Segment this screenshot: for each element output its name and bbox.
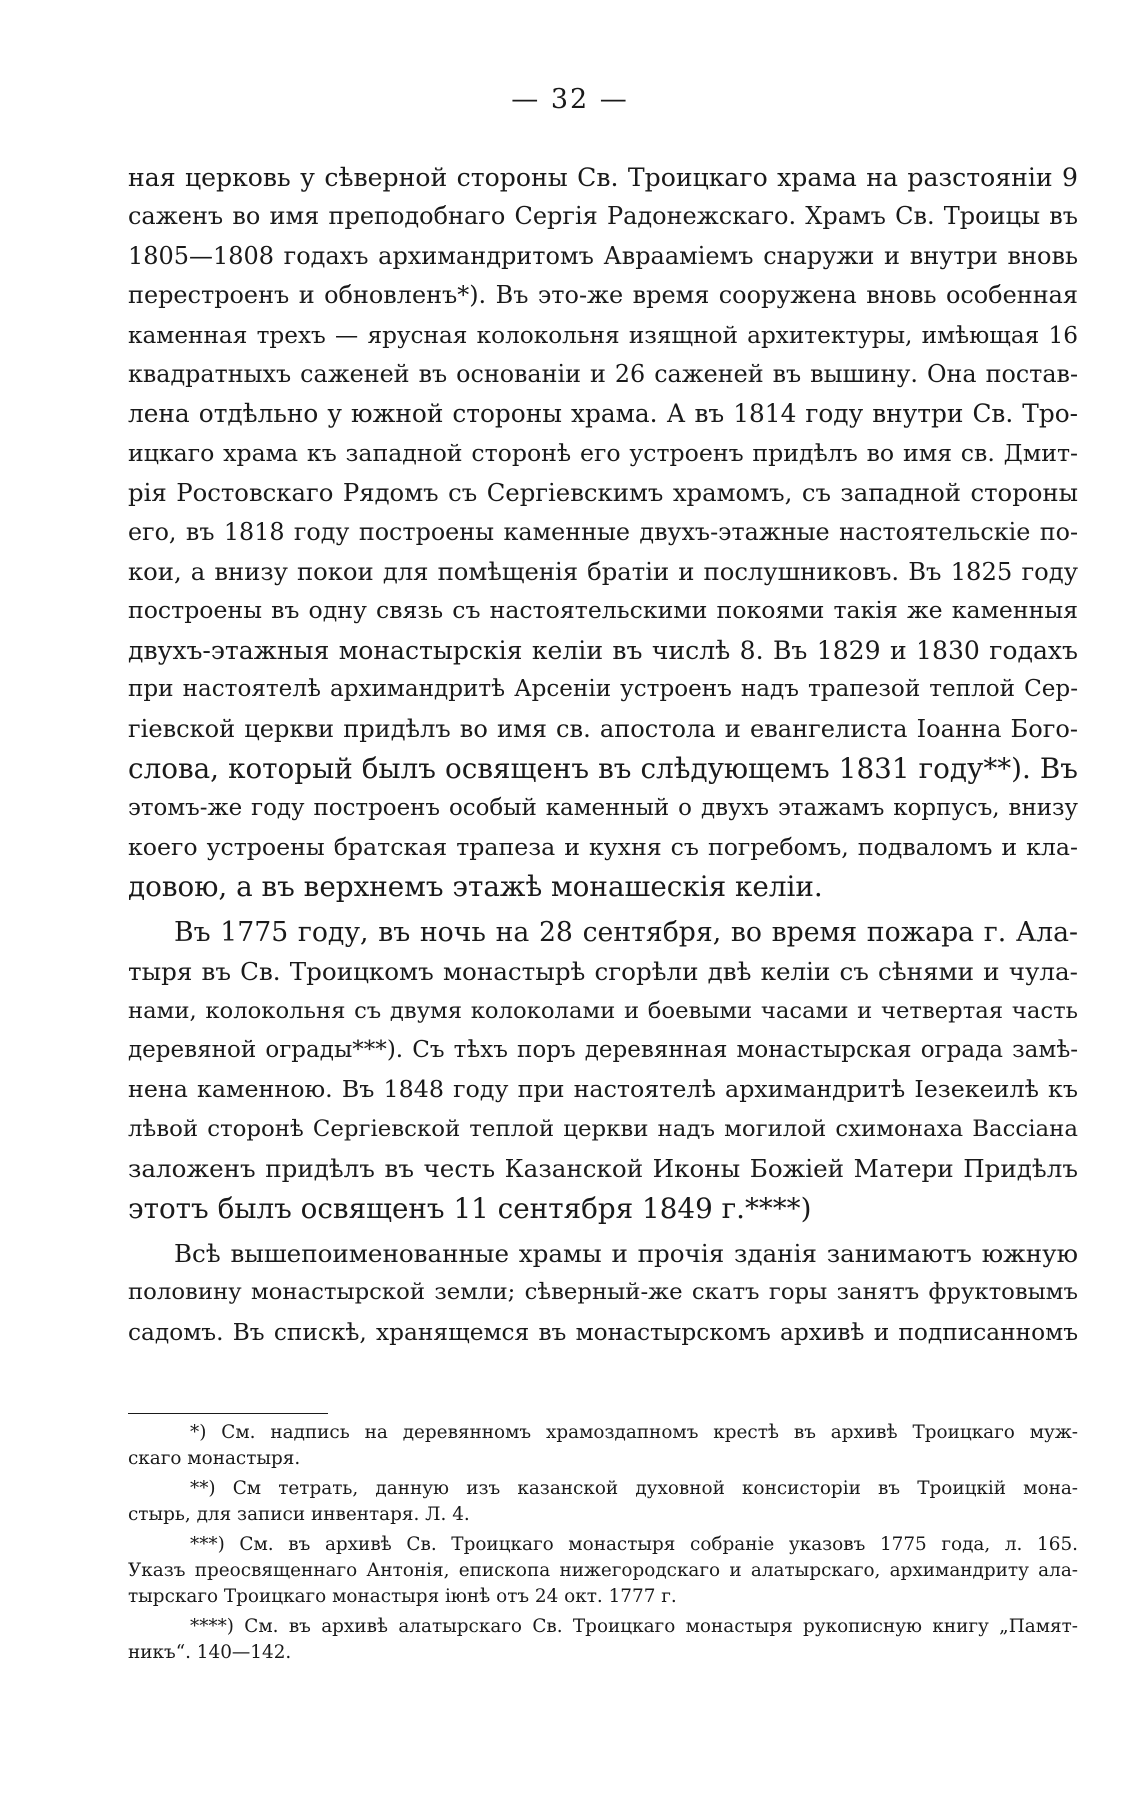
- text-line: лена отдѣльно у южной стороны храма. А въ 1814 году внутри Св. Тро-: [128, 399, 1078, 429]
- text-line: каменная трехъ — ярусная колокольня изящной архитектуры, имѣющая 16: [128, 321, 1078, 349]
- footnote-line: скаго монастыря.: [128, 1448, 301, 1469]
- text-line: при настоятелѣ архимандритѣ Арсеніи устроенъ надъ трапезой теплой Сер-: [128, 676, 1078, 703]
- footnote: [128, 1614, 1078, 1666]
- text-line: этомъ-же году построенъ особый каменный о двухъ этажамъ корпусъ, внизу: [128, 794, 1078, 821]
- footnote-divider: [128, 1413, 328, 1414]
- text-line: половину монастырской земли; сѣверный-же скатъ горы занятъ фруктовымъ: [128, 1279, 1078, 1306]
- text-line: рія Ростовскаго Рядомъ съ Сергіевскимъ храмомъ, съ западной стороны: [128, 478, 1078, 508]
- footnote-line: Указъ преосвященнаго Антонія, епископа нижегородскаго и алатырскаго, архимандриту ала-: [128, 1560, 1078, 1581]
- text-line: коего устроены братская трапеза и кухня съ погребомъ, подваломъ и кла-: [128, 832, 1078, 861]
- text-line: слова, который былъ освященъ въ слѣдующемъ 1831 году**). Въ: [128, 752, 1078, 786]
- text-line: нами, колокольня съ двумя колоколами и боевыми часами и четвертая часть: [128, 997, 1078, 1024]
- text-line: его, въ 1818 году построены каменные двухъ-этажные настоятельскіе по-: [128, 517, 1078, 546]
- paragraph: [128, 1234, 1078, 1352]
- text-line: нена каменною. Въ 1848 году при настоятелѣ архимандритѣ Іезекеилѣ къ: [128, 1075, 1078, 1104]
- footnote: [128, 1420, 1078, 1472]
- footnote-line: тырскаго Троицкаго монастыря іюнѣ отъ 24 окт. 1777 г.: [128, 1586, 677, 1607]
- text-line: ная церковь у сѣверной стороны Св. Троицкаго храма на разстояніи 9: [128, 163, 1078, 192]
- paragraph: [128, 158, 1078, 907]
- footnote: [128, 1476, 1078, 1528]
- text-line: садомъ. Въ спискѣ, хранящемся въ монастырскомъ архивѣ и подписанномъ: [128, 1318, 1078, 1346]
- text-line: довою, а въ верхнемъ этажѣ монашескія келіи.: [128, 870, 823, 904]
- text-line: ицкаго храма къ западной сторонѣ его устроенъ придѣлъ во имя св. Дмит-: [128, 438, 1078, 467]
- text-line: двухъ-этажныя монастырскія келіи въ числѣ 8. Въ 1829 и 1830 годахъ: [128, 635, 1078, 665]
- text-line: квадратныхъ саженей въ основаніи и 26 саженей въ вышину. Она постав-: [128, 360, 1078, 389]
- footnote-line: ***) См. въ архивѣ Св. Троицкаго монастыря собраніе указовъ 1775 года, л. 165.: [190, 1534, 1078, 1555]
- text-line: лѣвой сторонѣ Сергіевской теплой церкви надъ могилой схимонаха Вассіана: [128, 1115, 1078, 1142]
- footnotes: [128, 1420, 1078, 1666]
- text-line: 1805—1808 годахъ архимандритомъ Авраамiемъ снаружи и внутри вновь: [128, 241, 1078, 270]
- footnote-line: никъ“. 140—142.: [128, 1642, 292, 1663]
- page-number: — 32 —: [511, 84, 629, 115]
- text-line: перестроенъ и обновленъ*). Въ это-же время сооружена вновь особенная: [128, 281, 1078, 310]
- footnote-line: ****) См. въ архивѣ алатырскаго Св. Троицкаго монастыря рукописную книгу „Памят-: [190, 1616, 1078, 1637]
- footnote: [128, 1532, 1078, 1610]
- text-line: Всѣ вышепоименованные храмы и прочія зданія занимаютъ южную: [174, 1238, 1078, 1268]
- text-line: деревяной ограды***). Съ тѣхъ поръ деревянная монастырская ограда замѣ-: [128, 1036, 1078, 1063]
- footnote-line: **) См тетрать, данную изъ казанской духовной консисторіи въ Троицкій мона-: [190, 1478, 1078, 1499]
- footnote-line: *) См. надпись на деревянномъ храмоздапномъ крестѣ въ архивѣ Троицкаго муж-: [190, 1422, 1078, 1443]
- body-text: [128, 158, 1078, 1352]
- text-line: гіевской церкви придѣлъ во имя св. апостола и евангелиста Іоанна Бого-: [128, 714, 1078, 743]
- text-line: построены въ одну связь съ настоятельскими покоями такія же каменныя: [128, 596, 1078, 625]
- text-line: саженъ во имя преподобнаго Сергія Радонежскаго. Храмъ Св. Троицы въ: [128, 202, 1078, 231]
- footnote-line: стырь, для записи инвентаря. Л. 4.: [128, 1504, 470, 1525]
- text-line: тыря въ Св. Троицкомъ монастырѣ сгорѣли двѣ келіи съ сѣнями и чула-: [128, 957, 1078, 987]
- text-line: кои, а внизу покои для помѣщенія братіи и послушниковъ. Въ 1825 году: [128, 557, 1078, 587]
- text-line: заложенъ придѣлъ въ честь Казанской Иконы Божіей Матери Придѣлъ: [128, 1154, 1078, 1184]
- paragraph: [128, 913, 1078, 1228]
- text-line: Въ 1775 году, въ ночь на 28 сентября, во время пожара г. Ала-: [174, 916, 1078, 948]
- text-line: этотъ былъ освященъ 11 сентября 1849 г.****): [128, 1191, 812, 1225]
